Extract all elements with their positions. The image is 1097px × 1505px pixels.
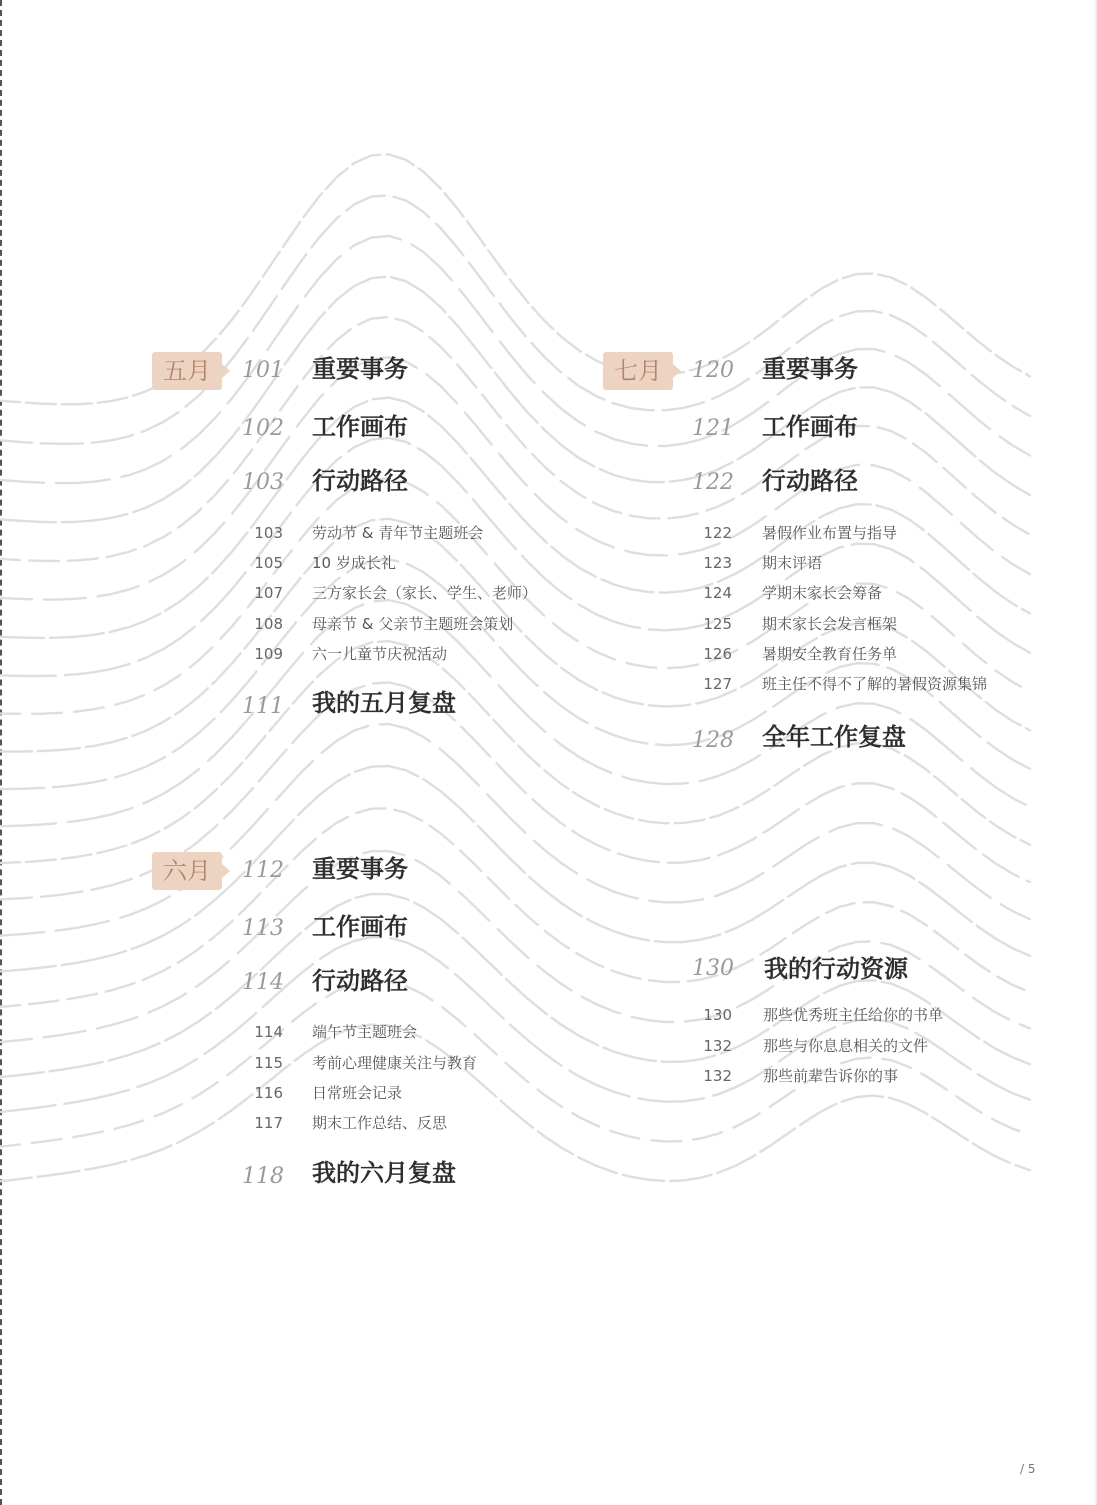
toc-item[interactable]: 端午节主题班会 <box>312 1023 418 1041</box>
toc-item[interactable]: 10 岁成长礼 <box>312 554 396 572</box>
toc-heading[interactable]: 重要事务 <box>762 354 858 383</box>
toc-item[interactable]: 学期末家长会筹备 <box>762 584 883 602</box>
item-page: 116 <box>254 1084 283 1102</box>
toc-item[interactable]: 劳动节 & 青年节主题班会 <box>312 524 484 542</box>
toc-item[interactable]: 班主任不得不了解的暑假资源集锦 <box>762 675 988 693</box>
toc-heading-review[interactable]: 我的五月复盘 <box>312 688 456 717</box>
item-page: 132 <box>703 1067 732 1085</box>
wave-line <box>0 357 1030 599</box>
page-number: 101 <box>242 358 284 383</box>
wave-line <box>0 600 1030 826</box>
item-page: 130 <box>703 1006 732 1024</box>
toc-heading[interactable]: 行动路径 <box>762 466 858 495</box>
page-number: 118 <box>242 1164 284 1189</box>
item-page: 123 <box>703 554 732 572</box>
wave-line <box>0 195 1030 443</box>
page-number: 102 <box>242 416 284 441</box>
item-page: 132 <box>703 1037 732 1055</box>
page-number: 103 <box>242 470 284 495</box>
toc-heading[interactable]: 行动路径 <box>312 466 408 495</box>
toc-item[interactable]: 考前心理健康关注与教育 <box>312 1054 478 1072</box>
toc-heading[interactable]: 工作画布 <box>312 912 408 941</box>
item-page: 114 <box>254 1023 283 1041</box>
toc-item[interactable]: 三方家长会（家长、学生、老师） <box>312 584 538 602</box>
toc-item[interactable]: 那些前辈告诉你的事 <box>763 1067 899 1085</box>
item-page: 103 <box>254 524 283 542</box>
toc-item[interactable]: 暑期安全教育任务单 <box>762 645 898 663</box>
page-number: 112 <box>242 858 284 883</box>
page-number: 113 <box>242 916 284 941</box>
toc-heading-resources[interactable]: 我的行动资源 <box>764 954 908 983</box>
item-page: 115 <box>254 1054 283 1072</box>
page-number: 128 <box>692 728 734 753</box>
page-number: 120 <box>692 358 734 383</box>
wave-line <box>0 519 1030 752</box>
item-page: 117 <box>254 1114 283 1132</box>
toc-heading-review[interactable]: 我的六月复盘 <box>312 1158 456 1187</box>
toc-heading[interactable]: 行动路径 <box>312 966 408 995</box>
page-folio: / 5 <box>1020 1462 1036 1476</box>
toc-item[interactable]: 期末工作总结、反思 <box>312 1114 448 1132</box>
page-number: 122 <box>692 470 734 495</box>
page-number: 121 <box>692 416 734 441</box>
item-page: 127 <box>703 675 732 693</box>
toc-item[interactable]: 期末评语 <box>762 554 823 572</box>
toc-heading[interactable]: 工作画布 <box>312 412 408 441</box>
item-page: 126 <box>703 645 732 663</box>
page-number: 114 <box>242 970 284 995</box>
month-tag-july: 七月 <box>603 352 673 390</box>
toc-item[interactable]: 那些优秀班主任给你的书单 <box>763 1006 944 1024</box>
item-page: 109 <box>254 645 283 663</box>
toc-item[interactable]: 期末家长会发言框架 <box>762 615 898 633</box>
item-page: 125 <box>703 615 732 633</box>
month-tag-june: 六月 <box>152 852 222 890</box>
page-number: 111 <box>242 694 284 719</box>
toc-item[interactable]: 六一儿童节庆祝活动 <box>312 645 448 663</box>
item-page: 124 <box>703 584 732 602</box>
page-number: 130 <box>692 956 734 981</box>
toc-item[interactable]: 暑假作业布置与指导 <box>762 524 898 542</box>
wave-line <box>0 277 1030 523</box>
toc-heading[interactable]: 重要事务 <box>312 854 408 883</box>
item-page: 105 <box>254 554 283 572</box>
item-page: 122 <box>703 524 732 542</box>
toc-item[interactable]: 那些与你息息相关的文件 <box>763 1037 929 1055</box>
toc-heading[interactable]: 重要事务 <box>312 354 408 383</box>
toc-heading[interactable]: 工作画布 <box>762 412 858 441</box>
month-tag-may: 五月 <box>152 352 222 390</box>
toc-item[interactable]: 母亲节 & 父亲节主题班会策划 <box>312 615 514 633</box>
item-page: 107 <box>254 584 283 602</box>
item-page: 108 <box>254 615 283 633</box>
toc-heading-review[interactable]: 全年工作复盘 <box>762 722 906 751</box>
toc-item[interactable]: 日常班会记录 <box>312 1084 403 1102</box>
